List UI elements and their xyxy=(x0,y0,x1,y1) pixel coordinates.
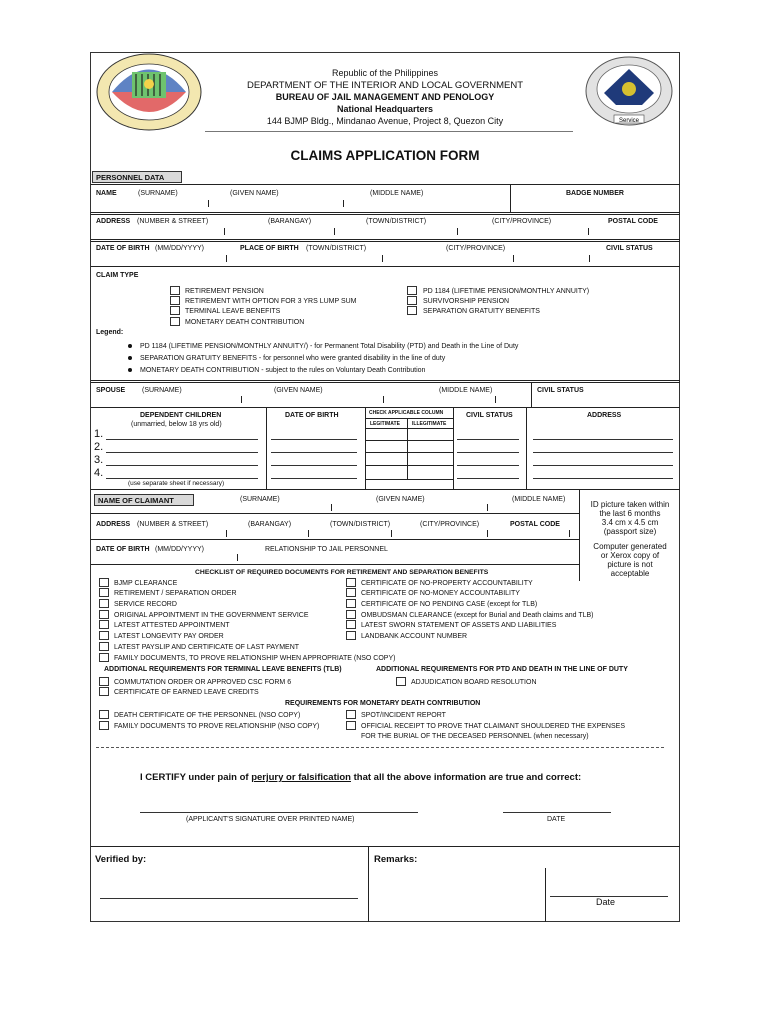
header-address: 144 BJMP Bldg., Mindanao Avenue, Project 8, Quezon City xyxy=(266,116,504,126)
claim-option: SEPARATION GRATUITY BENEFITS xyxy=(423,308,540,315)
verified-label: Verified by: xyxy=(95,854,147,865)
child-row-number: 2. xyxy=(94,441,104,453)
checklist-checkbox[interactable] xyxy=(346,578,356,587)
pob-field-tick[interactable] xyxy=(513,255,514,262)
rule xyxy=(91,239,680,240)
rule xyxy=(91,184,680,185)
header-republic: Republic of the Philippines xyxy=(331,68,439,78)
checklist-item: CERTIFICATE OF NO-PROPERTY ACCOUNTABILITY xyxy=(361,580,533,587)
child-address-line[interactable] xyxy=(533,478,673,479)
claimant-field-tick[interactable] xyxy=(487,504,488,511)
legend-item: PD 1184 (LIFETIME PENSION/MONTHLY ANNUITY/) - for Permanent Total Disability (PTD) and Death in the Line of Duty xyxy=(140,343,519,350)
checklist-title: CHECKLIST OF REQUIRED DOCUMENTS FOR RETIREMENT AND SEPARATION BENEFITS xyxy=(195,569,489,576)
checklist-item: FOR THE BURIAL OF THE DECEASED PERSONNEL (when necessary) xyxy=(361,733,589,740)
civil-status-label: CIVIL STATUS xyxy=(606,245,653,252)
rule xyxy=(365,452,453,453)
child-name-line[interactable] xyxy=(106,439,258,440)
rule xyxy=(368,846,369,922)
checklist-item: CERTIFICATE OF NO-MONEY ACCOUNTABILITY xyxy=(361,590,520,597)
rule xyxy=(365,428,453,429)
checklist-item: ADJUDICATION BOARD RESOLUTION xyxy=(411,679,537,686)
address-town-label: (TOWN/DISTRICT) xyxy=(366,218,427,225)
certify-perjury: perjury or falsification xyxy=(251,772,351,783)
claimant-dob-tick[interactable] xyxy=(237,554,238,561)
checklist-checkbox[interactable] xyxy=(99,687,109,696)
certify-prefix: I CERTIFY under pain of xyxy=(140,772,252,783)
rule xyxy=(91,380,680,381)
mdc-title: REQUIREMENTS FOR MONETARY DEATH CONTRIBUTION xyxy=(285,700,481,707)
checklist-checkbox[interactable] xyxy=(99,677,109,686)
checklist-item: COMMUTATION ORDER OR APPROVED CSC FORM 6 xyxy=(114,679,292,686)
children-note: (use separate sheet if necessary) xyxy=(128,480,225,487)
rule xyxy=(365,479,453,480)
checklist-checkbox[interactable] xyxy=(99,610,109,619)
claimant-address-tick[interactable] xyxy=(226,530,227,537)
child-civil-line[interactable] xyxy=(457,452,519,453)
child-civil-line[interactable] xyxy=(457,465,519,466)
date-caption: DATE xyxy=(547,816,566,823)
name-label: NAME xyxy=(96,190,117,197)
claim-checkbox[interactable] xyxy=(407,286,417,295)
claim-option: SURVIVORSHIP PENSION xyxy=(423,298,510,305)
checklist-item: ORIGINAL APPOINTMENT IN THE GOVERNMENT SERVICE xyxy=(114,612,309,619)
child-address-line[interactable] xyxy=(533,439,673,440)
checklist-item: OMBUDSMAN CLEARANCE (except for Burial and Death claims and TLB) xyxy=(361,612,594,619)
postal-label: POSTAL CODE xyxy=(608,218,658,225)
photo-instruction: 3.4 cm x 4.5 cm xyxy=(601,518,659,527)
certify-suffix: that all the above information are true and correct: xyxy=(350,772,582,783)
claimant-middle: (MIDDLE NAME) xyxy=(512,496,566,503)
checklist-checkbox[interactable] xyxy=(346,631,356,640)
spouse-field-tick[interactable] xyxy=(241,396,242,403)
claimant-dob-format: (MM/DD/YYYY) xyxy=(155,546,204,553)
rule xyxy=(365,465,453,466)
ptd-title: ADDITIONAL REQUIREMENTS FOR PTD AND DEATH IN THE LINE OF DUTY xyxy=(376,666,628,673)
rule xyxy=(91,846,680,847)
address-barangay-label: (BARANGAY) xyxy=(268,218,312,225)
child-name-line[interactable] xyxy=(106,452,258,453)
child-row-number: 4. xyxy=(94,467,104,479)
child-address-line[interactable] xyxy=(533,465,673,466)
given-label: (GIVEN NAME) xyxy=(230,190,279,197)
spouse-label: SPOUSE xyxy=(96,387,126,394)
children-dob-header: DATE OF BIRTH xyxy=(285,412,339,419)
claim-checkbox[interactable] xyxy=(170,317,180,326)
checklist-item: SERVICE RECORD xyxy=(114,601,177,608)
header-rule xyxy=(205,131,573,132)
claim-option: PD 1184 (LIFETIME PENSION/MONTHLY ANNUITY) xyxy=(423,288,590,295)
photo-instruction: the last 6 months xyxy=(599,509,661,518)
address-field-tick[interactable] xyxy=(457,228,458,235)
children-address-header: ADDRESS xyxy=(587,412,622,419)
checklist-checkbox[interactable] xyxy=(346,710,356,719)
relationship-label: RELATIONSHIP TO JAIL PERSONNEL xyxy=(265,546,388,553)
checklist-checkbox[interactable] xyxy=(396,677,406,686)
claimant-street: (NUMBER & STREET) xyxy=(137,521,209,528)
claim-option: TERMINAL LEAVE BENEFITS xyxy=(185,308,281,315)
rule xyxy=(526,407,527,489)
tlb-title: ADDITIONAL REQUIREMENTS FOR TERMINAL LEAVE BENEFITS (TLB) xyxy=(104,666,342,673)
pob-town: (TOWN/DISTRICT) xyxy=(306,245,367,252)
child-name-line[interactable] xyxy=(106,465,258,466)
claimant-given: (GIVEN NAME) xyxy=(376,496,425,503)
check-column-header: CHECK APPLICABLE COLUMN xyxy=(369,410,444,416)
claim-option: RETIREMENT WITH OPTION FOR 3 YRS LUMP SUM xyxy=(185,298,357,305)
claimant-address-tick[interactable] xyxy=(569,530,570,537)
spouse-middle: (MIDDLE NAME) xyxy=(439,387,493,394)
name-field-tick[interactable] xyxy=(343,200,344,207)
rule xyxy=(453,407,454,489)
address-field-tick[interactable] xyxy=(334,228,335,235)
dob-label: DATE OF BIRTH xyxy=(96,245,150,252)
form-title: CLAIMS APPLICATION FORM xyxy=(290,148,480,163)
checklist-item: FAMILY DOCUMENTS, TO PROVE RELATIONSHIP WHEN APPROPRIATE (NSO COPY) xyxy=(114,655,396,662)
child-address-line[interactable] xyxy=(533,452,673,453)
checklist-checkbox[interactable] xyxy=(346,610,356,619)
claimant-dob-label: DATE OF BIRTH xyxy=(96,546,150,553)
photo-instruction: or Xerox copy of xyxy=(600,551,660,560)
child-dob-line[interactable] xyxy=(271,465,357,466)
checklist-item: LATEST ATTESTED APPOINTMENT xyxy=(114,622,230,629)
claimant-address-label: ADDRESS xyxy=(96,521,131,528)
address-street-label: (NUMBER & STREET) xyxy=(137,218,209,225)
checklist-item: DEATH CERTIFICATE OF THE PERSONNEL (NSO COPY) xyxy=(114,712,301,719)
rule xyxy=(91,212,680,213)
rule xyxy=(91,489,680,490)
children-header: DEPENDENT CHILDREN xyxy=(140,412,222,419)
claim-option: RETIREMENT PENSION xyxy=(185,288,264,295)
checklist-item: RETIREMENT / SEPARATION ORDER xyxy=(114,590,237,597)
child-row-number: 1. xyxy=(94,428,104,440)
claimant-field-tick[interactable] xyxy=(331,504,332,511)
checklist-item: LATEST LONGEVITY PAY ORDER xyxy=(114,633,224,640)
checklist-checkbox[interactable] xyxy=(99,599,109,608)
spouse-field-tick[interactable] xyxy=(495,396,496,403)
checklist-checkbox[interactable] xyxy=(99,721,109,730)
checklist-checkbox[interactable] xyxy=(99,588,109,597)
claimant-town: (TOWN/DISTRICT) xyxy=(330,521,391,528)
civil-field-tick[interactable] xyxy=(589,255,590,262)
checklist-checkbox[interactable] xyxy=(99,578,109,587)
checklist-item: LATEST SWORN STATEMENT OF ASSETS AND LIABILITIES xyxy=(361,622,557,629)
checklist-checkbox[interactable] xyxy=(99,620,109,629)
dob-format: (MM/DD/YYYY) xyxy=(155,245,204,252)
child-civil-line[interactable] xyxy=(457,439,519,440)
claim-checkbox[interactable] xyxy=(407,306,417,315)
rule xyxy=(91,513,579,514)
address-field-tick[interactable] xyxy=(588,228,589,235)
photo-instruction: Computer generated xyxy=(593,542,667,551)
rule xyxy=(365,440,453,441)
rule xyxy=(91,214,680,215)
badge-label: BADGE NUMBER xyxy=(566,190,624,197)
rule xyxy=(91,266,680,267)
rule xyxy=(91,241,680,242)
surname-label: (SURNAME) xyxy=(138,190,178,197)
checklist-checkbox[interactable] xyxy=(99,642,109,651)
claimant-barangay: (BARANGAY) xyxy=(248,521,292,528)
checklist-item: CERTIFICATE OF EARNED LEAVE CREDITS xyxy=(114,689,259,696)
checklist-checkbox[interactable] xyxy=(346,620,356,629)
personnel-data-label: PERSONNEL DATA xyxy=(96,173,165,182)
legend-item: SEPARATION GRATUITY BENEFITS - for personnel who were granted disability in the line of duty xyxy=(140,355,446,362)
svg-text:Service: Service xyxy=(618,118,640,124)
child-dob-line[interactable] xyxy=(271,452,357,453)
verified-signature-line[interactable] xyxy=(100,898,358,899)
checklist-checkbox[interactable] xyxy=(99,710,109,719)
name-field-tick[interactable] xyxy=(208,200,209,207)
bullet-icon xyxy=(128,344,132,348)
rule xyxy=(545,868,546,922)
claimant-label: NAME OF CLAIMANT xyxy=(98,496,174,505)
claimant-surname: (SURNAME) xyxy=(240,496,280,503)
signature-caption: (APPLICANT'S SIGNATURE OVER PRINTED NAME) xyxy=(186,816,355,823)
footer-date-label: Date xyxy=(596,897,616,907)
claimant-city: (CITY/PROVINCE) xyxy=(420,521,480,528)
dob-field-tick[interactable] xyxy=(226,255,227,262)
children-civil-header: CIVIL STATUS xyxy=(466,412,513,419)
photo-instruction: ID picture taken within xyxy=(590,500,670,509)
legend-item: MONETARY DEATH CONTRIBUTION - subject to the rules on Voluntary Death Contribution xyxy=(140,367,426,374)
claim-checkbox[interactable] xyxy=(170,286,180,295)
child-row-number: 3. xyxy=(94,454,104,466)
rule xyxy=(91,539,579,540)
checklist-item: LATEST PAYSLIP AND CERTIFICATE OF LAST PAYMENT xyxy=(114,644,300,651)
checklist-item: BJMP CLEARANCE xyxy=(114,580,178,587)
legitimate-header: LEGITIMATE xyxy=(370,421,400,427)
middle-label: (MIDDLE NAME) xyxy=(370,190,424,197)
rule xyxy=(91,564,579,565)
checklist-item: LANDBANK ACCOUNT NUMBER xyxy=(361,633,468,640)
checklist-checkbox[interactable] xyxy=(346,588,356,597)
photo-instruction: (passport size) xyxy=(603,527,657,536)
photo-instruction: acceptable xyxy=(610,569,650,578)
pob-field-tick[interactable] xyxy=(382,255,383,262)
claimant-address-tick[interactable] xyxy=(487,530,488,537)
rule xyxy=(96,747,664,748)
checklist-checkbox[interactable] xyxy=(346,721,356,730)
bullet-icon xyxy=(128,356,132,360)
spouse-civil: CIVIL STATUS xyxy=(537,387,584,394)
checklist-item: OFFICIAL RECEIPT TO PROVE THAT CLAIMANT SHOULDERED THE EXPENSES xyxy=(361,723,625,730)
header-hq: National Headquarters xyxy=(336,104,434,114)
rule xyxy=(266,407,267,489)
date-line[interactable] xyxy=(503,812,611,813)
header-department: DEPARTMENT OF THE INTERIOR AND LOCAL GOVERNMENT xyxy=(246,80,524,91)
pob-label: PLACE OF BIRTH xyxy=(240,245,299,252)
claim-type-label: CLAIM TYPE xyxy=(96,272,139,279)
remarks-label: Remarks: xyxy=(374,854,418,865)
header-bureau: BUREAU OF JAIL MANAGEMENT AND PENOLOGY xyxy=(275,92,495,102)
address-label: ADDRESS xyxy=(96,218,131,225)
spouse-surname: (SURNAME) xyxy=(142,387,182,394)
legend-label: Legend: xyxy=(96,329,124,336)
claim-option: MONETARY DEATH CONTRIBUTION xyxy=(185,319,305,326)
address-city-label: (CITY/PROVINCE) xyxy=(492,218,552,225)
checklist-item: CERTIFICATE OF NO PENDING CASE (except for TLB) xyxy=(361,601,538,608)
spouse-given: (GIVEN NAME) xyxy=(274,387,323,394)
child-name-line[interactable] xyxy=(106,478,258,479)
rule xyxy=(91,382,680,383)
certify-statement xyxy=(140,773,581,783)
children-subheader: (unmarried, below 18 yrs old) xyxy=(131,421,222,428)
illegitimate-header: ILLEGITIMATE xyxy=(412,421,447,427)
spouse-field-tick[interactable] xyxy=(383,396,384,403)
child-civil-line[interactable] xyxy=(457,478,519,479)
checklist-checkbox[interactable] xyxy=(346,599,356,608)
bullet-icon xyxy=(128,368,132,372)
rule xyxy=(365,418,453,419)
rule xyxy=(531,382,532,408)
pob-city: (CITY/PROVINCE) xyxy=(446,245,506,252)
checklist-checkbox[interactable] xyxy=(99,653,109,662)
claim-checkbox[interactable] xyxy=(170,296,180,305)
photo-instruction: picture is not xyxy=(607,560,653,569)
checklist-item: SPOT/INCIDENT REPORT xyxy=(361,712,446,719)
claim-checkbox[interactable] xyxy=(170,306,180,315)
claimant-address-tick[interactable] xyxy=(308,530,309,537)
child-dob-line[interactable] xyxy=(271,478,357,479)
claimant-address-tick[interactable] xyxy=(391,530,392,537)
address-field-tick[interactable] xyxy=(224,228,225,235)
signature-line[interactable] xyxy=(140,812,418,813)
rule xyxy=(510,184,511,212)
rule xyxy=(91,407,680,408)
child-dob-line[interactable] xyxy=(271,439,357,440)
checklist-checkbox[interactable] xyxy=(99,631,109,640)
rule xyxy=(365,407,366,489)
claim-checkbox[interactable] xyxy=(407,296,417,305)
claimant-postal: POSTAL CODE xyxy=(510,521,560,528)
checklist-item: FAMILY DOCUMENTS TO PROVE RELATIONSHIP (NSO COPY) xyxy=(114,723,320,730)
